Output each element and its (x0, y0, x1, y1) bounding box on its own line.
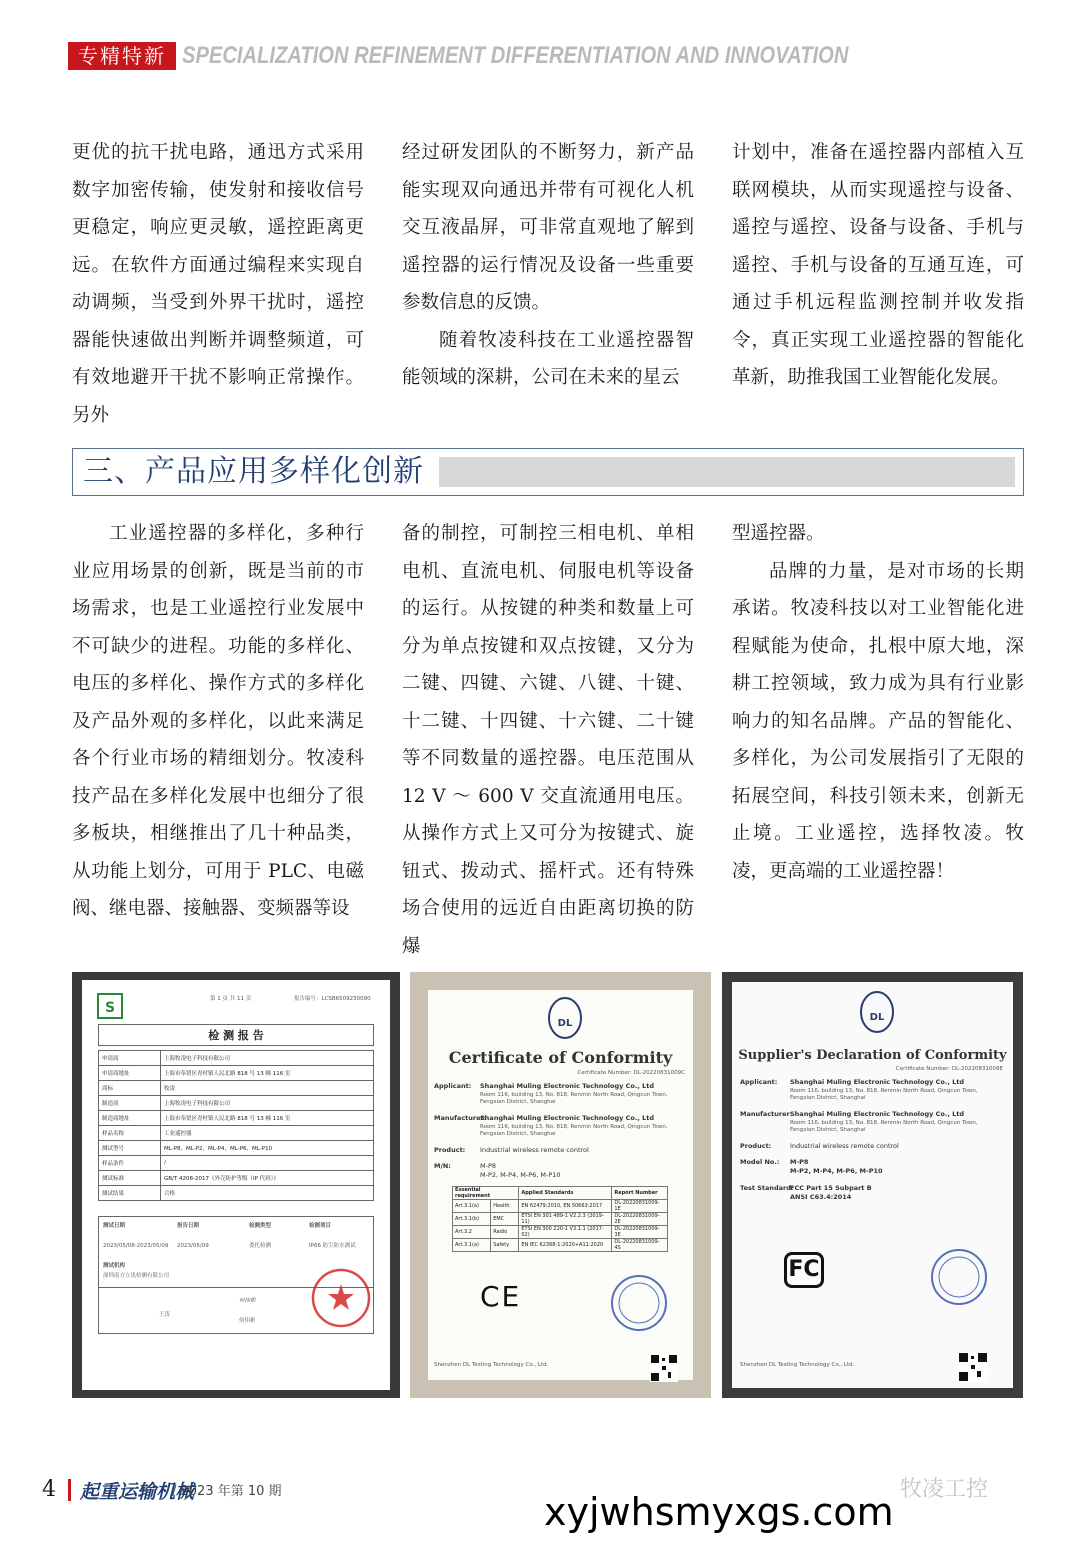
test-report-image (72, 972, 400, 1398)
report-field-label: 商标 (99, 1081, 161, 1096)
fcc-mark: FC (784, 1252, 824, 1288)
svg-text:S: S (104, 1000, 116, 1016)
fcc-certificate-image (722, 972, 1023, 1398)
type-label: 检测类型 (249, 1223, 272, 1229)
ce-manufacturer: Shanghai Muling Electronic Technology Co., Ltd (480, 1114, 654, 1122)
report-table (98, 1050, 374, 1201)
ce-table-cell: Art.3.1(a) (453, 1200, 491, 1213)
ce-table-cell: DL-20220831009-2E (612, 1213, 668, 1226)
fcc-model: M-P8 (790, 1158, 809, 1166)
ce-table-row (453, 1213, 668, 1226)
report-row (99, 1171, 374, 1186)
bottom-column-3 (732, 515, 1024, 890)
fcc-model-2: M-P2, M-P4, M-P6, M-P10 (790, 1167, 883, 1175)
paragraph: 计划中，准备在遥控器内部植入互联网模块，从而实现遥控与设备、遥控与遥控、设备与设备、手机与遥控、手机与设备的互通互连，可通过手机远程监测控制并收发指令，真正实现工业遥控器的智能化革新，助推我国工业智能化发展。 (732, 142, 1024, 388)
paragraph: 经过研发团队的不断努力，新产品能实现双向通迅并带有可视化人机交互液晶屏，可非常直观地了解到遥控器的运行情况及设备一些重要参数信息的反馈。 (402, 142, 694, 313)
ce-table-cell: Art.3.2 (453, 1226, 491, 1239)
report-field-value: 合格 (161, 1186, 374, 1201)
report-field-label: 申请商 (99, 1051, 161, 1066)
fcc-title: Supplier's Declaration of Conformity (738, 1048, 1007, 1063)
report-field-label: 样品条件 (99, 1156, 161, 1171)
report-field-label: 制造商 (99, 1096, 161, 1111)
ce-product-label: Product: (434, 1146, 466, 1154)
report-field-value: 牧凌 (161, 1081, 374, 1096)
lab-logo-icon (96, 992, 124, 1020)
signature-1: 王涛 (159, 1312, 171, 1318)
qr-code-icon (958, 1352, 988, 1382)
fcc-standard-2: ANSI C63.4:2014 (790, 1193, 852, 1201)
magazine-name: 起重运输机械 (80, 1481, 195, 1503)
qr-code-icon (650, 1354, 678, 1382)
report-row (99, 1126, 374, 1141)
red-seal-icon (309, 1266, 373, 1330)
signature-2: 何伟彬 (239, 1298, 256, 1304)
svg-text:DL: DL (557, 1018, 573, 1029)
ce-table-cell: Safety (491, 1239, 519, 1252)
ce-table-cell: Art.3.1(a) (453, 1239, 491, 1252)
report-field-value: 上海市奉贤区青村镇人民北路 818 号 13 幢 116 室 (161, 1111, 374, 1126)
ce-table-header-cell: Applied Standards (519, 1187, 612, 1200)
ce-applicant-label: Applicant: (434, 1082, 472, 1090)
report-row (99, 1186, 374, 1201)
dates-value: 2023/05/08-2023/05/09 (103, 1243, 169, 1249)
fcc-manufacturer: Shanghai Muling Electronic Technology Co., Ltd (790, 1110, 964, 1118)
report-field-label: 测试型号 (99, 1141, 161, 1156)
ce-table-header (453, 1187, 668, 1200)
ce-table-row (453, 1239, 668, 1252)
report-number: 报告编号：LCSB6509230090 (294, 996, 371, 1002)
fcc-standard-label: Test Standard: (740, 1184, 794, 1192)
fcc-standard: FCC Part 15 Subpart B (790, 1184, 872, 1192)
page-number: 4 (42, 1477, 56, 1502)
report-row (99, 1141, 374, 1156)
report-row (99, 1081, 374, 1096)
column-tag: 专精特新 (68, 42, 176, 70)
item-value: IP66 防尘防水测试 (309, 1243, 356, 1249)
ce-manufacturer-label: Manufacturer: (434, 1114, 487, 1122)
ce-footer: Shenzhen DL Testing Technology Co., Ltd. (434, 1362, 549, 1368)
ce-certificate-image (410, 972, 711, 1398)
test-report-paper (82, 980, 390, 1390)
report-field-value: 工业遥控器 (161, 1126, 374, 1141)
ce-table-header-cell: Report Number (612, 1187, 668, 1200)
fcc-footer: Shenzhen DL Testing Technology Co., Ltd. (740, 1362, 855, 1368)
report-field-label: 制造商地址 (99, 1111, 161, 1126)
fcc-address: Room 116, building 13, No. 818, Renmin North Road, Qingcun Town, Fengxian District, Shanghai (790, 1088, 978, 1101)
bottom-column-2 (402, 515, 694, 965)
site-watermark: xyjwhsmyxgs.com (544, 1490, 894, 1534)
fcc-applicant: Shanghai Muling Electronic Technology Co., Ltd (790, 1078, 964, 1086)
section-heading (72, 448, 1024, 496)
issue-value: 2023/05/09 (177, 1243, 209, 1249)
ce-standards-table (452, 1186, 668, 1252)
ce-table-row (453, 1226, 668, 1239)
paragraph: 随着牧凌科技在工业遥控器智能领域的深耕，公司在未来的星云 (402, 329, 694, 388)
type-value: 委托检测 (249, 1243, 272, 1249)
ce-manufacturer-address: Room 116, building 13, No. 818, Renmin North Road, Qingcun Town, Fengxian District, Shanghai (480, 1124, 668, 1137)
report-field-label: 样品名称 (99, 1126, 161, 1141)
ce-mn-2: M-P2, M-P4, M-P6, M-P10 (480, 1171, 561, 1179)
report-field-label: 测试结果 (99, 1186, 161, 1201)
ce-table-cell: DL-20220831009-3E (612, 1226, 668, 1239)
report-row (99, 1156, 374, 1171)
ce-table-cell: EN IEC 62368-1:2020+A11:2020 (519, 1239, 612, 1252)
ce-table-cell: ETSI EN 300 220-1 V3.1.1 (2017-02) (519, 1226, 612, 1239)
issue-label: / 2023 年第 10 期 (172, 1484, 282, 1499)
lab-value: 深圳南方立讯检测有限公司 (103, 1273, 170, 1279)
top-column-1 (72, 134, 364, 434)
ce-table-header-cell: Essential requirement (453, 1187, 519, 1200)
issue-label: 报告日期 (177, 1223, 200, 1229)
ce-table-cell: Health (491, 1200, 519, 1213)
report-field-label: 测试标准 (99, 1171, 161, 1186)
paragraph: 备的制控，可制控三相电机、单相电机、直流电机、伺服电机等设备的运行。从按键的种类和数量上可分为单点按键和双点按键，又分为二键、四键、六键、八键、十键、十二键、十四键、十六键、二十键等不同数量的遥控器。电压范围从 12 V ～ 600 V 交直流通用电压。从操作方式上又可分为按键式、旋钮式、拨动式、摇杆式。还有特殊场合使用的远近自由距离切换的防爆 (402, 523, 694, 957)
header-english-title: SPECIALIZATION REFINEMENT DIFFERENTIATION AND INNOVATION (182, 42, 849, 69)
report-field-label: 申请商地址 (99, 1066, 161, 1081)
dl-logo-icon (546, 996, 584, 1042)
report-row (99, 1096, 374, 1111)
fcc-manufacturer-label: Manufacturer: (740, 1110, 793, 1118)
paragraph: 型遥控器。 (732, 523, 825, 544)
report-title: 检 测 报 告 (98, 1024, 374, 1046)
ce-mark: CE (480, 1280, 522, 1313)
ce-table-cell: DL-20220831009-1E (612, 1200, 668, 1213)
ce-address: Room 116, building 13, No. 818, Renmin North Road, Qingcun Town, Fengxian District, Shanghai (480, 1092, 668, 1105)
fcc-manufacturer-address: Room 116, building 13, No. 818, Renmin North Road, Qingcun Town, Fengxian District, Shanghai (790, 1120, 978, 1133)
lab-label: 测试机构 (103, 1263, 126, 1269)
dl-logo-icon (858, 990, 896, 1038)
svg-text:DL: DL (869, 1012, 885, 1023)
ce-table-cell: DL-20220831009-4S (612, 1239, 668, 1252)
wechat-watermark: 牧凌工控 (900, 1477, 989, 1502)
report-field-value: GB/T 4208-2017《外壳防护等级（IP 代码）》 (161, 1171, 374, 1186)
dates-label: 测试日期 (103, 1223, 126, 1229)
ce-table-cell: EN 62479:2010, EN 50663:2017 (519, 1200, 612, 1213)
ce-table-row (453, 1200, 668, 1213)
report-row (99, 1111, 374, 1126)
fcc-certificate-paper (732, 982, 1013, 1388)
report-field-value: 上海牧凌电子科技有限公司 (161, 1051, 374, 1066)
footer-divider (68, 1479, 71, 1501)
ce-cert-number: Certificate Number: DL-20220831009C (577, 1070, 685, 1076)
report-field-value: 上海市奉贤区青村镇人民北路 818 号 13 幢 116 室 (161, 1066, 374, 1081)
ce-mn-label: M/N: (434, 1162, 451, 1170)
paragraph: 品牌的力量，是对市场的长期承诺。牧凌科技以对工业智能化进程赋能为使命，扎根中原大地，深耕工控领域，致力成为具有行业影响力的知名品牌。产品的智能化、多样化，为公司发展指引了无限的拓展空间，科技引领未来，创新无止境。工业遥控，选择牧凌。牧凌，更高端的工业遥控器！ (732, 560, 1024, 882)
blue-seal-icon (608, 1272, 670, 1334)
ce-table-cell: ETSI EN 301 489-1 V2.2.3 (2019-11) (519, 1213, 612, 1226)
report-field-value: 上海牧凌电子科技有限公司 (161, 1096, 374, 1111)
report-field-value: ML-P8，ML-P2，ML-P4，ML-P6，ML-P10 (161, 1141, 374, 1156)
section-title: 三、产品应用多样化创新 (83, 454, 424, 489)
top-column-3 (732, 134, 1024, 397)
bottom-column-1 (72, 515, 364, 928)
fcc-cert-number: Certificate Number: DL-20220831009E (895, 1066, 1003, 1072)
fcc-product: Industrial wireless remote control (790, 1142, 899, 1150)
ce-table-cell: EMC (491, 1213, 519, 1226)
ce-table-cell: Art.3.1(b) (453, 1213, 491, 1226)
report-page: 第 1 页 共 11 页 (210, 996, 252, 1002)
report-row (99, 1066, 374, 1081)
item-label: 检测项目 (309, 1223, 332, 1229)
top-column-2 (402, 134, 694, 397)
fcc-applicant-label: Applicant: (740, 1078, 778, 1086)
fcc-model-label: Model No.: (740, 1158, 780, 1166)
ce-mn: M-P8 (480, 1162, 497, 1170)
fcc-product-label: Product: (740, 1142, 772, 1150)
paragraph: 更优的抗干扰电路，通迅方式采用数字加密传输，使发射和接收信号更稳定，响应更灵敏，遥控距离更远。在软件方面通过编程来实现自动调频，当受到外界干扰时，遥控器能快速做出判断并调整频道，可有效地避开干扰不影响正常操作。另外 (72, 142, 364, 426)
ce-table-cell: Radio (491, 1226, 519, 1239)
paragraph: 工业遥控器的多样化，多种行业应用场景的创新，既是当前的市场需求，也是工业遥控行业发展中不可缺少的进程。功能的多样化、电压的多样化、操作方式的多样化及产品外观的多样化，以此来满足各个行业市场的精细划分。牧凌科技产品在多样化发展中也细分了很多板块，相继推出了几十种品类，从功能上划分，可用于 PLC、电磁阀、继电器、接触器、变频器等设 (72, 523, 364, 919)
blue-seal-icon (928, 1246, 990, 1308)
report-field-value: / (161, 1156, 374, 1171)
section-heading-bar (439, 457, 1015, 487)
report-row (99, 1051, 374, 1066)
report-signature-box (98, 1288, 374, 1334)
signature-3: 何伟彬 (239, 1318, 256, 1324)
ce-applicant: Shanghai Muling Electronic Technology Co., Ltd (480, 1082, 654, 1090)
ce-certificate-paper (428, 990, 693, 1380)
ce-title: Certificate of Conformity (448, 1048, 673, 1067)
ce-product: Industrial wireless remote control (480, 1146, 589, 1154)
